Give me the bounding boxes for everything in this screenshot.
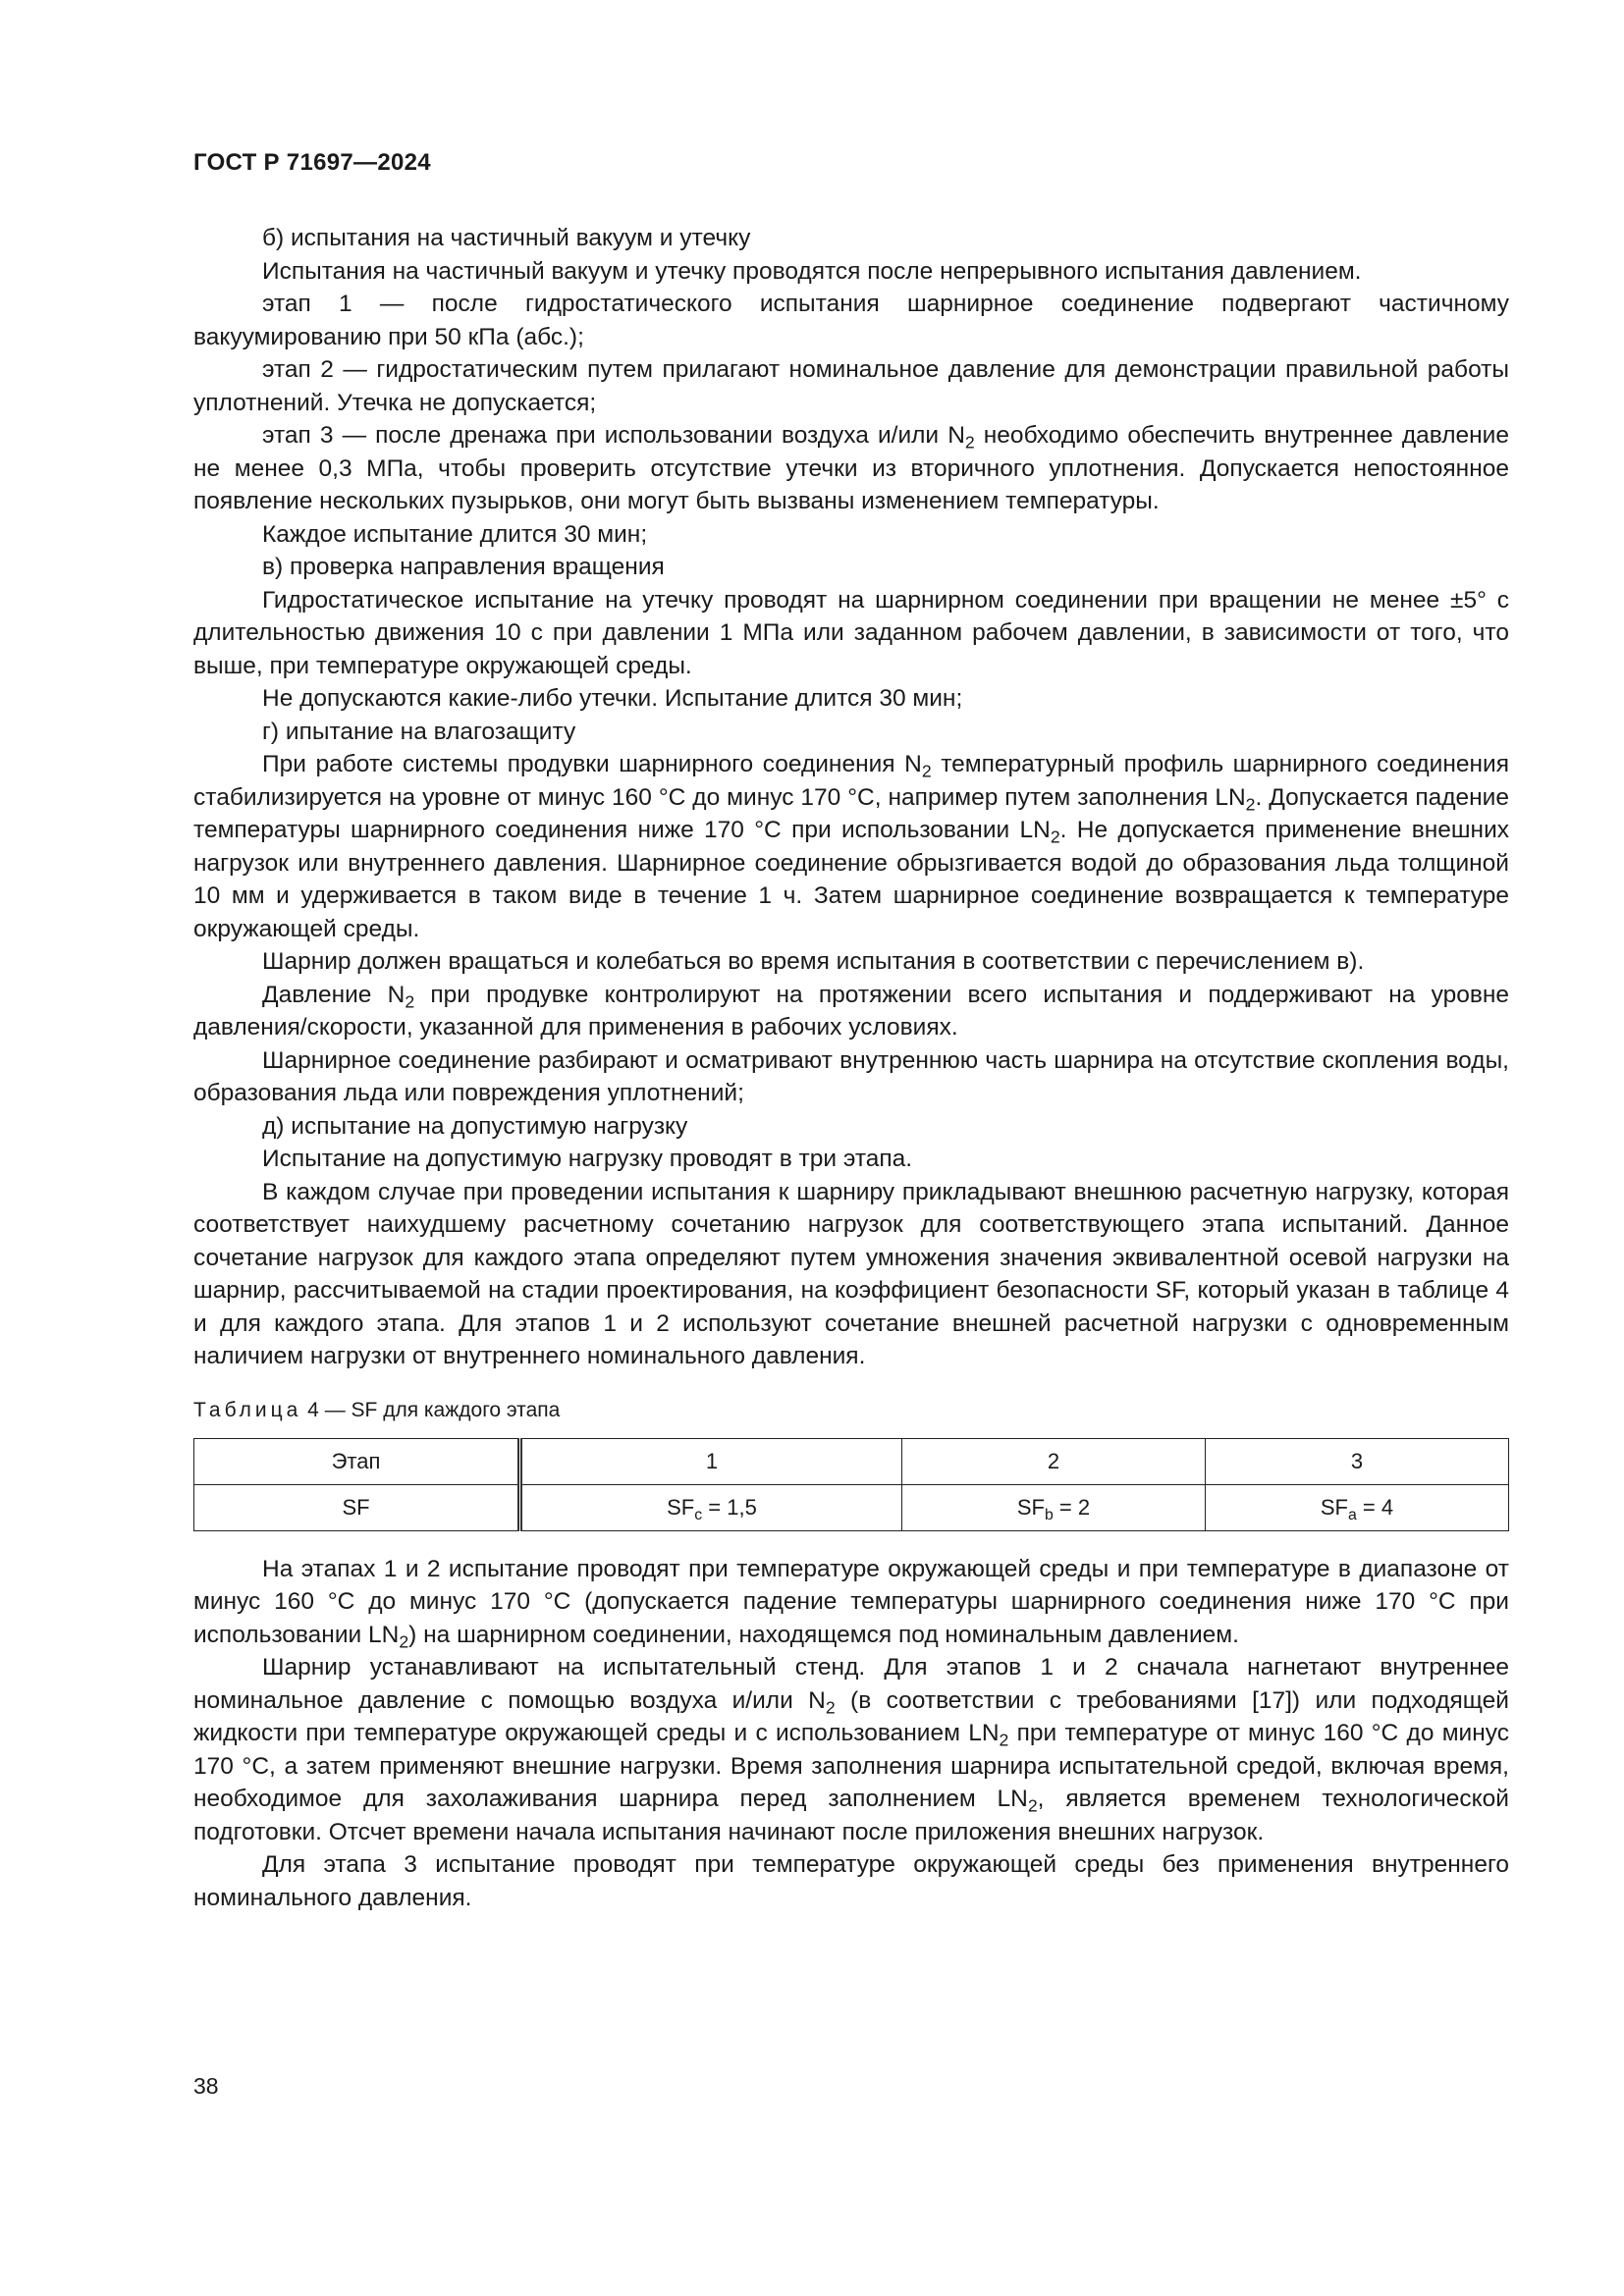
table-header-cell: 1 [520, 1438, 902, 1484]
table-cell [1205, 1484, 1508, 1530]
text: необходимо обеспечить внутреннее давление не менее 0,3 МПа, чтобы проверить отсутствие утечки из вторичного уплотнения. Допускается непостоянное появление нескольких пузырьков, они могут быть вызваны изменением температуры. [193, 422, 1509, 514]
paragraph: этап 2 — гидростатическим путем прилагают номинальное давление для демонстрации правильной работы уплотнений. Утечка не допускается; [193, 356, 1509, 416]
table-header-row [194, 1438, 1509, 1484]
subscript: 2 [1027, 1795, 1038, 1816]
text: На этапах 1 и 2 испытание проводят при температуре окружающей среды и при температуре в диапазоне от минус 160 °С до минус 170 °С (допускается падение температуры шарнирного соединения ниже 170 °С при использовании LN [193, 1555, 1509, 1648]
subscript: b [1044, 1506, 1054, 1523]
paragraph: Испытание на допустимую нагрузку проводят в три этапа. [262, 1146, 913, 1172]
text: при продувке контролируют на протяжении всего испытания и поддерживают на уровне давления/скорости, указанной для применения в рабочих условиях. [193, 981, 1510, 1041]
paragraph [193, 979, 1509, 1044]
text: . Не допускается применение внешних нагрузок или внутреннего давления. Шарнирное соединение обрызгивается водой до образования льда толщиной 10 мм и удерживается в таком виде в течение 1 ч. Затем шарнирное соединение возвращается к температуре окружающей среды. [193, 817, 1510, 942]
table-header-cell: 2 [901, 1438, 1205, 1484]
paragraph: г) ипытание на влагозащиту [262, 718, 576, 745]
page-number: 38 [193, 2073, 219, 2099]
subscript: 2 [1050, 827, 1060, 847]
paragraph: д) испытание на допустимую нагрузку [262, 1112, 688, 1140]
text: Давление N [262, 981, 406, 1008]
subscript: 2 [399, 1631, 409, 1652]
table-row [194, 1484, 1509, 1530]
paragraph [193, 419, 1509, 518]
table-cell [901, 1484, 1205, 1530]
subscript: a [1347, 1506, 1357, 1523]
cell-value: = 2 [1053, 1494, 1091, 1520]
paragraph: Не допускаются какие-либо утечки. Испытание длится 30 мин; [262, 685, 963, 712]
cell-base: SF [667, 1494, 695, 1520]
paragraph: В каждом случае при проведении испытания к шарниру прикладывают внешнюю расчетную нагрузку, которая соответствует наихудшему расчетному сочетанию нагрузок для соответствующего этапа испытаний. Данное сочетание нагрузок для каждого этапа определяют путем умножения значения эквивалентной осевой нагрузки на шарнир, рассчитываемой на стадии проектирования, на коэффициент безопасности SF, который указан в таблице 4 и для каждого этапа. Для этапов 1 и 2 используют сочетание внешней расчетной нагрузки с одновременным наличием нагрузки от внутреннего номинального давления. [193, 1178, 1509, 1369]
document-header: ГОСТ Р 71697—2024 [193, 149, 431, 176]
subscript: 2 [921, 761, 932, 781]
caption-text: 4 — SF для каждого этапа [301, 1398, 561, 1421]
paragraph: Шарнир должен вращаться и колебаться во время испытания в соответствии с перечислением в). [262, 948, 1365, 975]
table-header-cell: Этап [194, 1438, 520, 1484]
text: этап 3 — после дренажа при использовании воздуха и/или N [262, 422, 965, 449]
table-cell: SF [194, 1484, 520, 1530]
subscript: 2 [825, 1697, 836, 1718]
subscript: 2 [405, 991, 415, 1012]
subscript: c [694, 1506, 703, 1523]
sf-table [193, 1438, 1509, 1531]
text: ) на шарнирном соединении, находящемся под номинальным давлением. [408, 1621, 1239, 1648]
text: (в соответствии с требованиями [17]) или подходящей жидкости при температуре окружающей среды и с использованием LN [193, 1686, 1509, 1746]
caption-word: Таблица [193, 1398, 302, 1421]
paragraph: в) проверка направления вращения [262, 554, 665, 580]
cell-value: = 4 [1356, 1494, 1394, 1520]
table-cell [520, 1484, 902, 1530]
cell-base: SF [1320, 1494, 1348, 1520]
table-header-cell: 3 [1205, 1438, 1508, 1484]
text: При работе системы продувки шарнирного соединения N [262, 751, 922, 777]
cell-value: = 1,5 [702, 1494, 757, 1520]
cell-base: SF [1016, 1494, 1045, 1520]
subscript: 2 [999, 1730, 1009, 1750]
text: . Допускается падение температуры шарнирного соединения ниже 170 °С при использовании LN [193, 783, 1509, 843]
paragraph: б) испытания на частичный вакуум и утечку [262, 225, 751, 251]
paragraph: Испытания на частичный вакуум и утечку проводятся после непрерывного испытания давлением. [262, 257, 1362, 285]
paragraph [193, 748, 1509, 945]
text: , является временем технологической подготовки. Отсчет времени начала испытания начинают после приложения внешних нагрузок. [193, 1786, 1509, 1845]
document-body [193, 222, 1509, 1914]
paragraph: Гидростатическое испытание на утечку проводят на шарнирном соединении при вращении не менее ±5° с длительностью движения 10 с при давлении 1 МПа или заданном рабочем давлении, в зависимости от того, что выше, при температуре окружающей среды. [193, 586, 1509, 679]
paragraph [193, 1553, 1509, 1652]
text: Шарнир устанавливают на испытательный стенд. Для этапов 1 и 2 сначала нагнетают внутреннее номинальное давление с помощью воздуха и/или N [193, 1654, 1509, 1714]
subscript: 2 [1245, 794, 1256, 815]
paragraph [193, 1651, 1509, 1848]
paragraph: Каждое испытание длится 30 мин; [262, 520, 648, 548]
subscript: 2 [964, 432, 975, 453]
text: при температуре от минус 160 °С до минус 170 °С, а затем применяют внешние нагрузки. Время заполнения шарнира испытательной средой, включая время, необходимое для захолаживания шарнира перед заполнением LN [193, 1720, 1509, 1812]
table-caption [193, 1397, 1509, 1424]
paragraph: Для этапа 3 испытание проводят при температуре окружающей среды без применения внутреннего номинального давления. [193, 1851, 1509, 1911]
paragraph: Шарнирное соединение разбирают и осматривают внутреннюю часть шарнира на отсутствие скопления воды, образования льда или повреждения уплотнений; [193, 1046, 1509, 1106]
text: температурный профиль шарнирного соединения стабилизируется на уровне от минус 160 °С до минус 170 °С, например путем заполнения LN [193, 751, 1509, 811]
paragraph: этап 1 — после гидростатического испытания шарнирное соединение подвергают частичному вакуумированию при 50 кПа (абс.); [193, 291, 1509, 350]
